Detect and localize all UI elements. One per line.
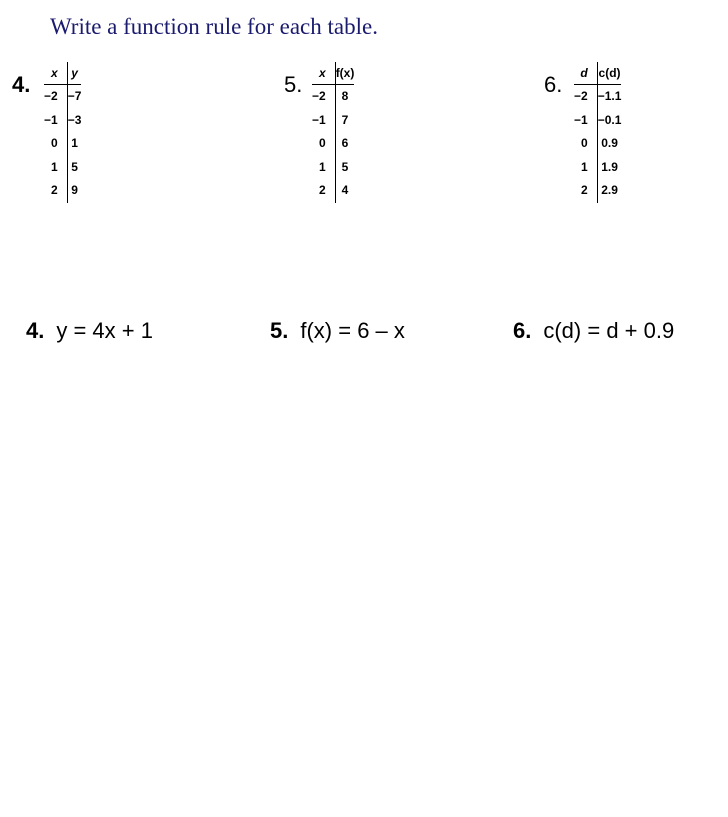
table-cell-output: 5 (341, 159, 349, 174)
table-cell-output: 9 (71, 183, 78, 197)
table-header-input: d (574, 62, 597, 85)
table-row (574, 109, 621, 133)
table-cell-output: 0.9 (601, 136, 618, 150)
table-header-output: f(x) (335, 62, 354, 85)
table-cell-input: 2 (574, 179, 597, 203)
table-header-output: y (67, 62, 81, 85)
answer-number: 5. (270, 318, 289, 343)
table-row (44, 85, 81, 109)
table-row (44, 156, 81, 180)
table-cell-input: −2 (574, 85, 597, 109)
function-table (312, 62, 354, 203)
table-cell-output: 8 (341, 89, 349, 103)
answer-expression: c(d) = d + 0.9 (543, 318, 675, 343)
table-cell-input: −2 (44, 85, 67, 109)
table-row (312, 179, 354, 203)
table-row (312, 85, 354, 109)
function-table (44, 62, 81, 203)
table-cell-output: 6 (341, 136, 349, 150)
table-cell-input: 1 (312, 156, 335, 180)
table-row (312, 109, 354, 133)
function-table (574, 62, 621, 203)
table-cell-output: 5 (71, 159, 78, 174)
table-row (312, 132, 354, 156)
table-cell-input: 1 (574, 156, 597, 180)
table-cell-input: 0 (312, 132, 335, 156)
table-cell-output: −7 (67, 89, 82, 103)
table-cell-output: −1.1 (597, 89, 622, 103)
problem-number: 4. (12, 72, 31, 97)
table-header-input: x (44, 62, 67, 85)
table-cell-input: −2 (312, 85, 335, 109)
answer-number: 4. (26, 318, 45, 343)
table-cell-output: −3 (67, 112, 82, 127)
table-cell-output: 2.9 (601, 183, 618, 197)
table-cell-input: −1 (312, 109, 335, 133)
table-row (44, 179, 81, 203)
table-cell-input: 1 (44, 156, 67, 180)
table-row (44, 109, 81, 133)
table-cell-output: 1.9 (601, 159, 618, 174)
answer-expression: f(x) = 6 – x (300, 318, 405, 343)
table-header-output: c(d) (597, 62, 621, 85)
table-header-input: x (312, 62, 335, 85)
table-cell-input: 0 (44, 132, 67, 156)
table-row (44, 132, 81, 156)
table-cell-input: 0 (574, 132, 597, 156)
instruction-text: Write a function rule for each table. (50, 14, 378, 39)
table-cell-output: 4 (341, 183, 349, 197)
table-row (574, 179, 621, 203)
table-row (574, 156, 621, 180)
problem-number: 6. (544, 72, 563, 97)
table-row (312, 156, 354, 180)
table-cell-output: −0.1 (597, 112, 622, 127)
answer-expression: y = 4x + 1 (56, 318, 153, 343)
table-row (574, 132, 621, 156)
table-cell-output: 7 (341, 112, 349, 127)
answer-5 (270, 318, 405, 344)
table-cell-input: −1 (44, 109, 67, 133)
table-cell-input: −1 (574, 109, 597, 133)
answer-6 (513, 318, 674, 344)
problem-number: 5. (284, 72, 303, 97)
table-cell-input: 2 (312, 179, 335, 203)
answer-4 (26, 318, 153, 344)
table-cell-input: 2 (44, 179, 67, 203)
table-row (574, 85, 621, 109)
table-cell-output: 1 (71, 136, 78, 150)
answer-number: 6. (513, 318, 532, 343)
